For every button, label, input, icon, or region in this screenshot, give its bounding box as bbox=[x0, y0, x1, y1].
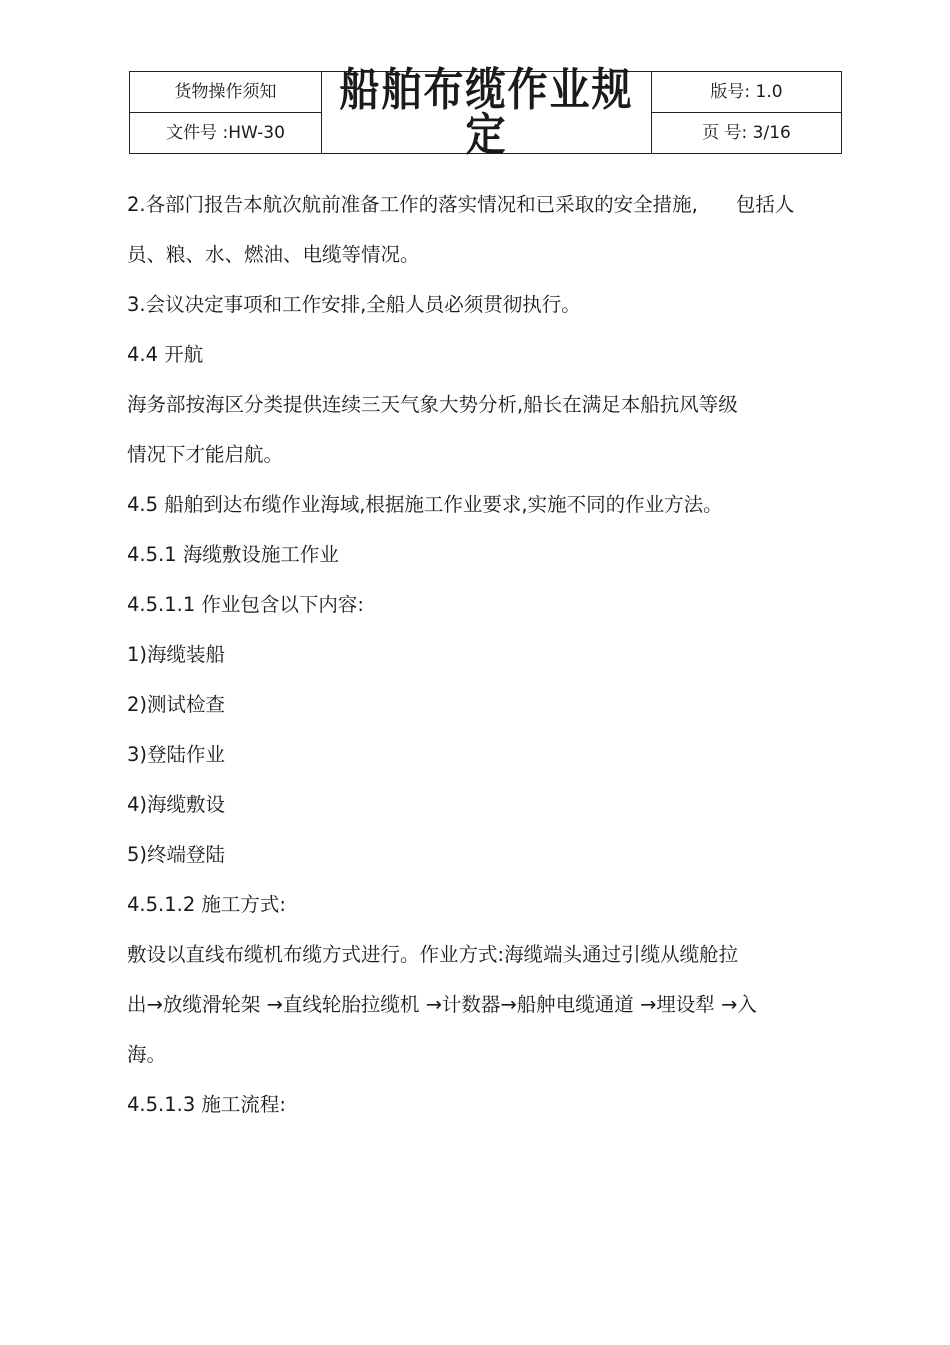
section-4-4-heading: 4.4 开航 bbox=[127, 343, 204, 366]
paragraph-2-tail: 包括人 bbox=[735, 193, 795, 216]
method-line-2: 出→放缆滑轮架 →直线轮胎拉缆机 →计数器→船舯电缆通道 →埋设犁 →入 bbox=[127, 993, 757, 1016]
document-header-table bbox=[129, 63, 842, 161]
document-title: 船舶布缆作业规定 bbox=[339, 63, 634, 161]
list-item: 1)海缆装船 bbox=[127, 643, 226, 666]
category-cell: 货物操作须知 bbox=[130, 72, 322, 113]
section-4-5-1-heading: 4.5.1 海缆敷设施工作业 bbox=[127, 543, 339, 566]
version-cell: 版号: 1.0 bbox=[652, 72, 842, 113]
paragraph-3: 3.会议决定事项和工作安排,全船人员必须贯彻执行。 bbox=[127, 293, 581, 316]
paragraph-2-text: 2.各部门报告本航次航前准备工作的落实情况和已采取的安全措施, bbox=[127, 193, 698, 216]
section-4-5-1-2-heading: 4.5.1.2 施工方式: bbox=[127, 893, 286, 916]
paragraph-2-line-2: 员、粮、水、燃油、电缆等情况。 bbox=[127, 243, 420, 266]
list-item: 4)海缆敷设 bbox=[127, 793, 226, 816]
list-item: 3)登陆作业 bbox=[127, 743, 226, 766]
page-number-cell: 页 号: 3/16 bbox=[652, 113, 842, 154]
paragraph-weather-line-1: 海务部按海区分类提供连续三天气象大势分析,船长在满足本船抗风等级 bbox=[127, 393, 738, 416]
method-line-1: 敷设以直线布缆机布缆方式进行。作业方式:海缆端头通过引缆从缆舱拉 bbox=[127, 943, 739, 966]
title-cell bbox=[322, 63, 652, 161]
document-body bbox=[127, 187, 849, 1137]
section-4-5-1-1-heading: 4.5.1.1 作业包含以下内容: bbox=[127, 593, 364, 616]
paragraph-weather-line-2: 情况下才能启航。 bbox=[127, 443, 284, 466]
section-4-5-1-3-heading: 4.5.1.3 施工流程: bbox=[127, 1093, 286, 1116]
file-number-cell: 文件号 :HW-30 bbox=[130, 113, 322, 154]
method-line-3: 海。 bbox=[127, 1043, 167, 1066]
section-4-5-paragraph: 4.5 船舶到达布缆作业海域,根据施工作业要求,实施不同的作业方法。 bbox=[127, 493, 723, 516]
list-item: 2)测试检查 bbox=[127, 693, 226, 716]
paragraph-2-line-1 bbox=[127, 187, 849, 237]
list-item: 5)终端登陆 bbox=[127, 843, 226, 866]
